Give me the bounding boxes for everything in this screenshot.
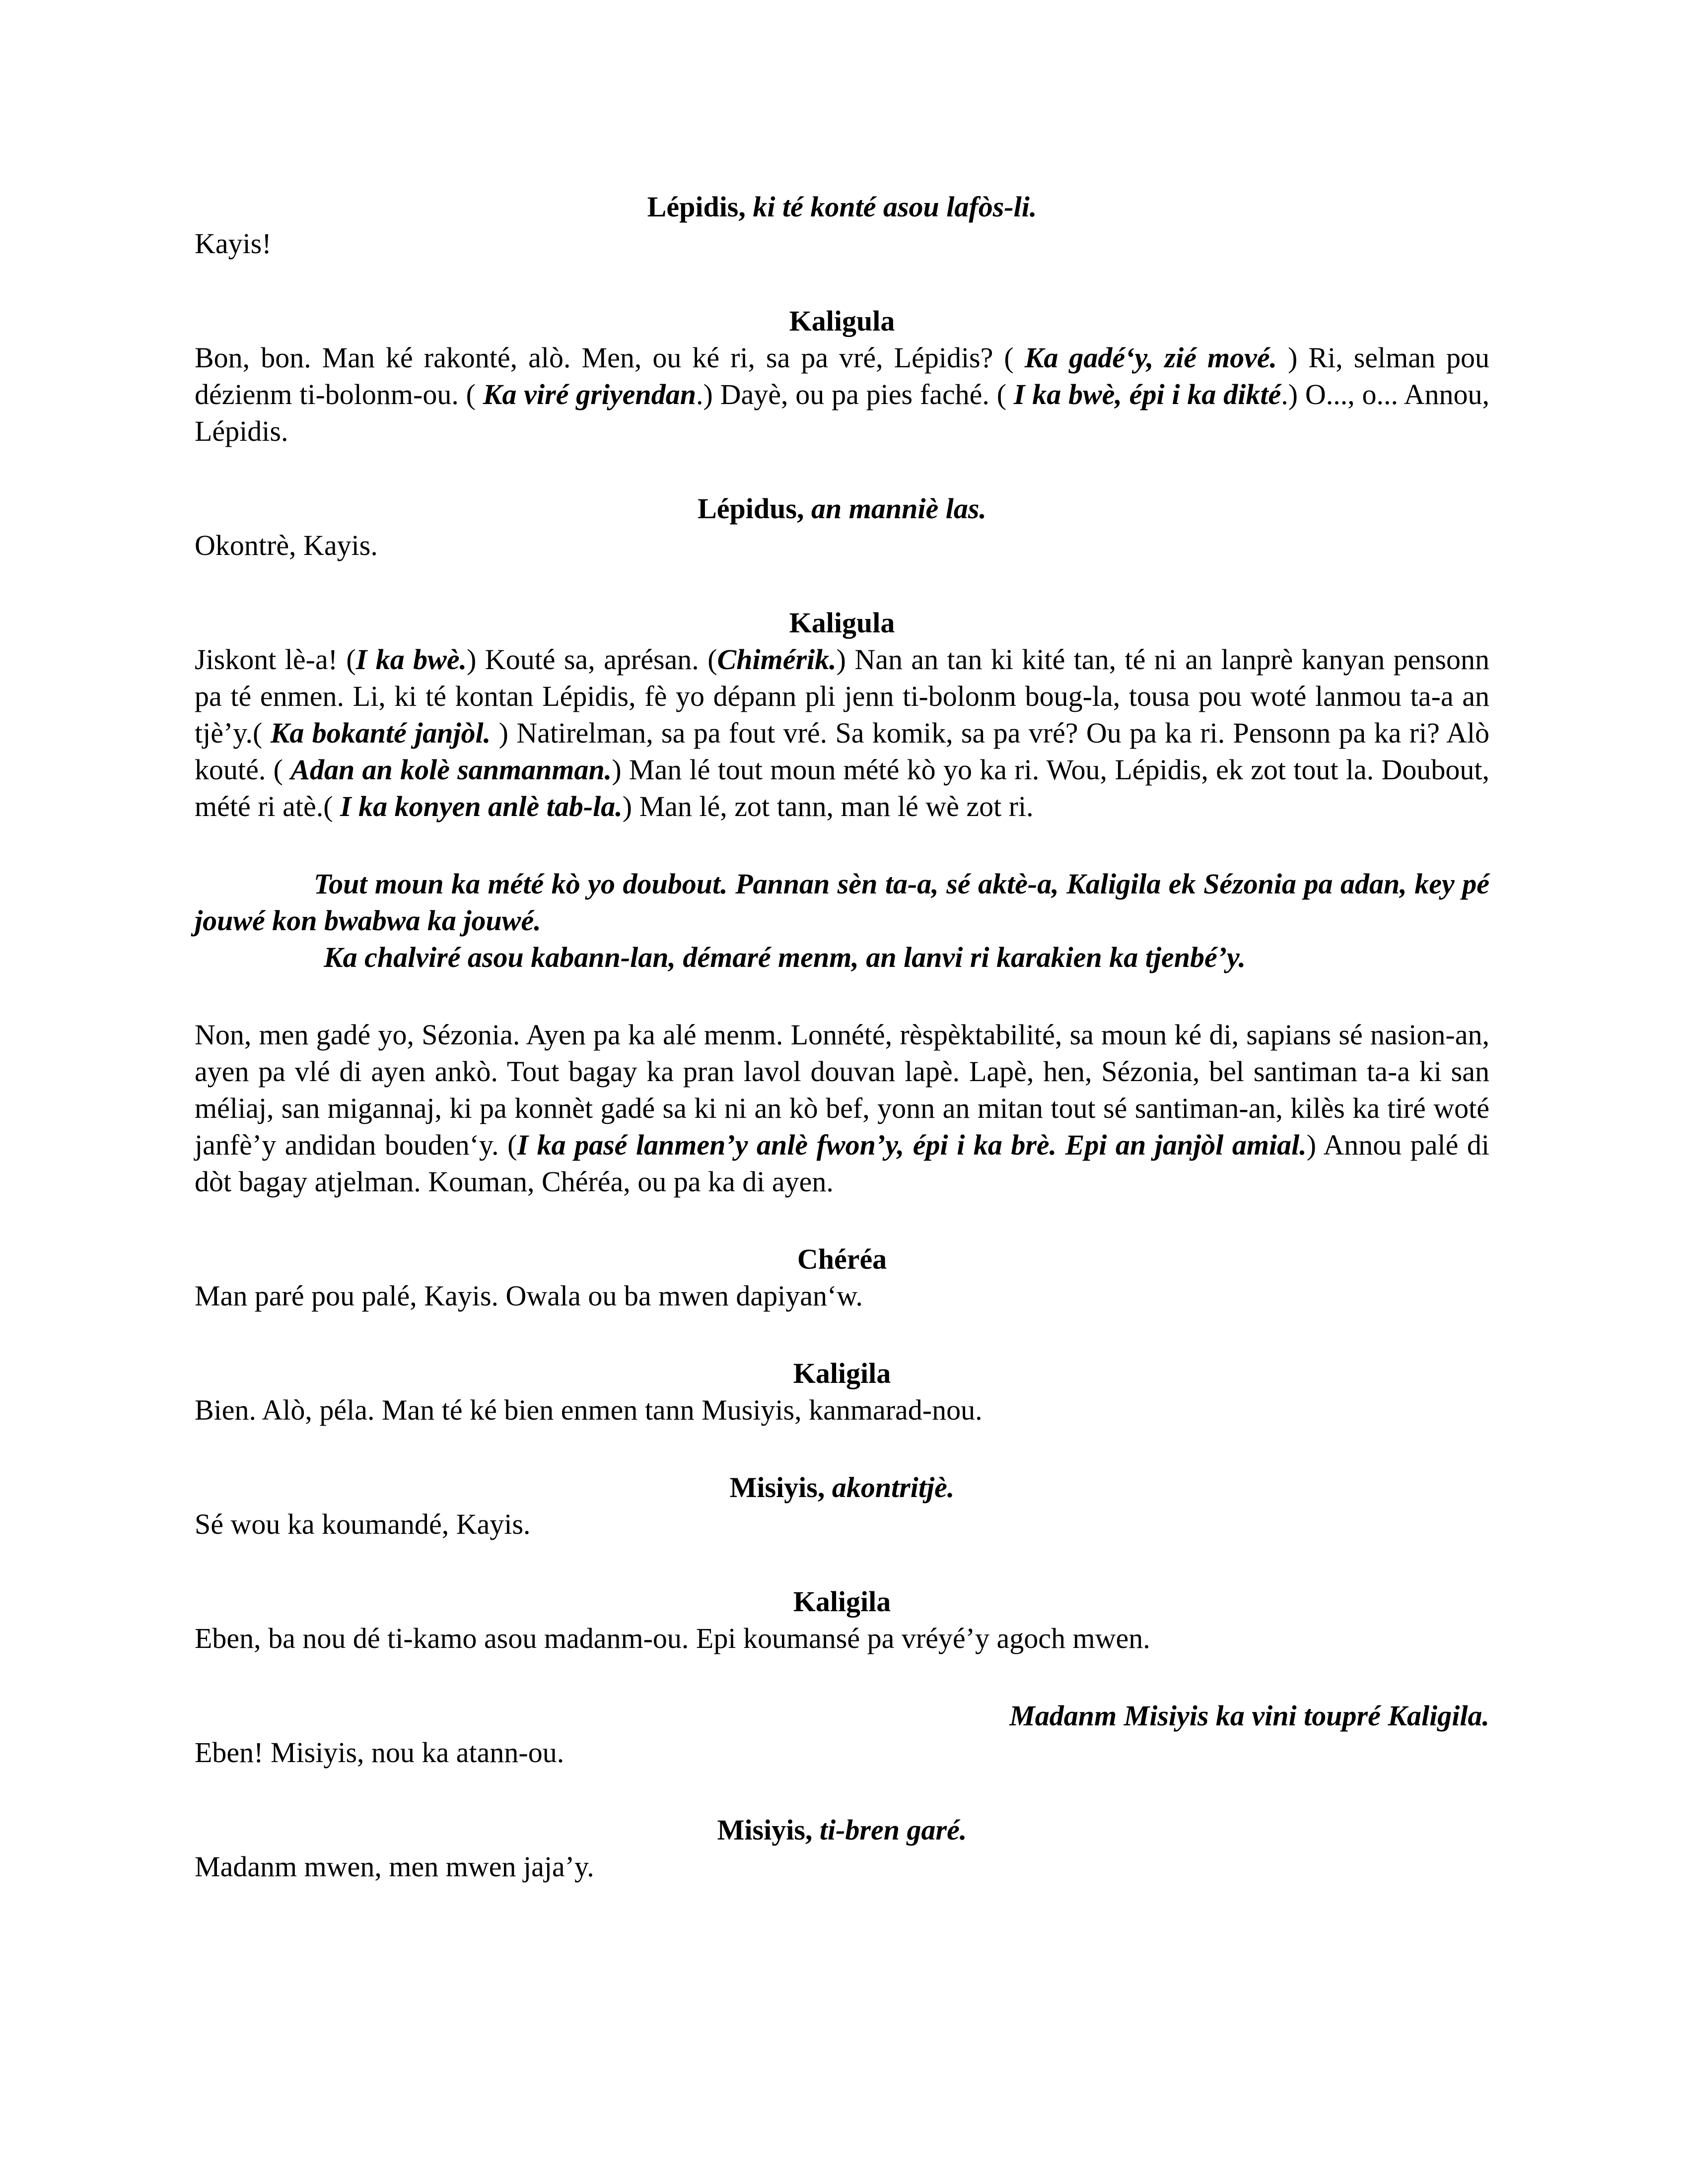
play-text — [195, 189, 1489, 1885]
dialogue-text: ) Annou palé di dòt bagay atjelman. Kouman, Chéréa, ou pa ka di ayen. — [195, 1129, 1490, 1198]
dialogue-line: Eben, ba nou dé ti-kamo asou madanm-ou. Epi koumansé pa vréyé’y agoch mwen. — [195, 1622, 1150, 1654]
speaker-heading — [195, 1812, 1489, 1848]
dialogue-line: Kayis! — [195, 227, 272, 260]
speaker-name: Kaligula — [789, 607, 895, 639]
speaker-name: Misiyis, — [717, 1814, 813, 1846]
speaker-heading — [195, 1241, 1489, 1278]
dialogue-text: Jiskont lè-a! ( — [195, 643, 356, 676]
dialogue-text: ) Natirelman, sa pa fout vré. Sa komik, sa pa vré? Ou pa ka ri. Pensonn pa ka ri? Alò kouté. ( — [195, 717, 1489, 786]
dialogue-line: Madanm mwen, men mwen jaja’y. — [195, 1850, 594, 1883]
stage-direction: an manniè las. — [811, 492, 986, 525]
stage-direction: I ka bwè, épi i ka dikté — [1013, 378, 1281, 410]
dialogue-line: Okontrè, Kayis. — [195, 529, 378, 561]
dialogue-text: .) O..., o... Annou, Lépidis. — [195, 378, 1490, 447]
speaker-name: Lépidus, — [698, 492, 804, 525]
speaker-heading — [195, 1355, 1489, 1392]
stage-direction: Chimérik. — [717, 643, 837, 676]
speaker-heading — [195, 303, 1489, 340]
stage-direction: I ka pasé lanmen’y anlè fwon’y, épi i ka brè. Epi an janjòl amial. — [517, 1129, 1307, 1161]
stage-direction: Ka bokanté janjòl. — [270, 717, 491, 749]
stage-direction: Ka gadé‘y, zié mové. — [1024, 341, 1277, 374]
dialogue-paragraph — [195, 340, 1489, 450]
dialogue-line: Sé wou ka koumandé, Kayis. — [195, 1508, 531, 1540]
speaker-heading — [195, 605, 1489, 641]
dialogue-paragraph — [195, 1017, 1489, 1200]
stage-direction: Ka viré griyendan — [483, 378, 696, 410]
dialogue-text: .) Dayè, ou pa pies faché. ( — [696, 378, 1014, 410]
speaker-name: Kaligila — [793, 1585, 891, 1618]
dialogue-line: Eben! Misiyis, nou ka atann-ou. — [195, 1736, 564, 1769]
speaker-heading — [195, 189, 1489, 225]
speaker-heading — [195, 1583, 1489, 1620]
speaker-name: Lépidis, — [647, 191, 746, 223]
dialogue-text: ) Ri, selman pou dézienm ti-bolonm-ou. ( — [195, 341, 1489, 410]
stage-direction: akontritjè. — [832, 1471, 955, 1503]
dialogue-text: ) Kouté sa, aprésan. ( — [467, 643, 717, 676]
dialogue-line: Bien. Alò, péla. Man té ké bien enmen tann Musiyis, kanmarad-nou. — [195, 1394, 983, 1426]
stage-direction-block: Madanm Misiyis ka vini toupré Kaligila. — [1009, 1700, 1489, 1732]
speaker-name: Kaligila — [793, 1357, 891, 1389]
stage-direction: I ka konyen anlè tab-la. — [340, 790, 623, 822]
speaker-heading — [195, 1469, 1489, 1506]
dialogue-line: Man paré pou palé, Kayis. Owala ou ba mwen dapiyan‘w. — [195, 1280, 863, 1312]
stage-direction: ti-bren garé. — [819, 1814, 967, 1846]
dialogue-text: ) Nan an tan ki kité tan, té ni an lanprè kanyan pensonn pa té enmen. Li, ki té kontan Lépidis, fè yo dépann pli jenn ti-bolonm boug-la, tousa pou woté lanmou ta-a an tjè’y.( — [195, 643, 1489, 749]
stage-direction: Adan an kolè sanmanman. — [290, 753, 612, 786]
speaker-name: Kaligula — [789, 305, 895, 337]
stage-direction: I ka bwè. — [355, 643, 467, 676]
dialogue-paragraph — [195, 641, 1489, 825]
dialogue-text: Non, men gadé yo, Sézonia. Ayen pa ka alé menm. Lonnété, rèspèktabilité, sa moun ké di, sapians sé nasion-an, ayen pa vlé di ayen ankò. Tout bagay ka pran lavol douvan lapè. Lapè, hen, Sézonia, bel santiman ta-a ki san méliaj, san migannaj, ki pa konnèt gadé sa ki ni an kò bef, yonn an mitan tout sé santiman-an, kilès ka tiré woté janfè’y andidan bouden‘y. ( — [195, 1019, 1489, 1161]
dialogue-text: Bon, bon. Man ké rakonté, alò. Men, ou ké ri, sa pa vré, Lépidis? ( — [195, 341, 1025, 374]
stage-direction: ki té konté asou lafòs-li. — [753, 191, 1037, 223]
speaker-heading — [195, 490, 1489, 527]
dialogue-text: ) Man lé tout moun mété kò yo ka ri. Wou, Lépidis, ek zot tout la. Doubout, mété ri atè.( — [195, 753, 1489, 822]
stage-direction-block: Tout moun ka mété kò yo doubout. Pannan sèn ta-a, sé aktè-a, Kaligila ek Sézonia pa adan, key pé jouwé kon bwabwa ka jouwé. — [195, 868, 1489, 937]
dialogue-text: ) Man lé, zot tann, man lé wè zot ri. — [622, 790, 1034, 822]
speaker-name: Chéréa — [797, 1243, 887, 1275]
stage-direction-block: Ka chalviré asou kabann-lan, démaré menm, an lanvi ri karakien ka tjenbé’y. — [324, 941, 1246, 973]
speaker-name: Misiyis, — [729, 1471, 825, 1503]
